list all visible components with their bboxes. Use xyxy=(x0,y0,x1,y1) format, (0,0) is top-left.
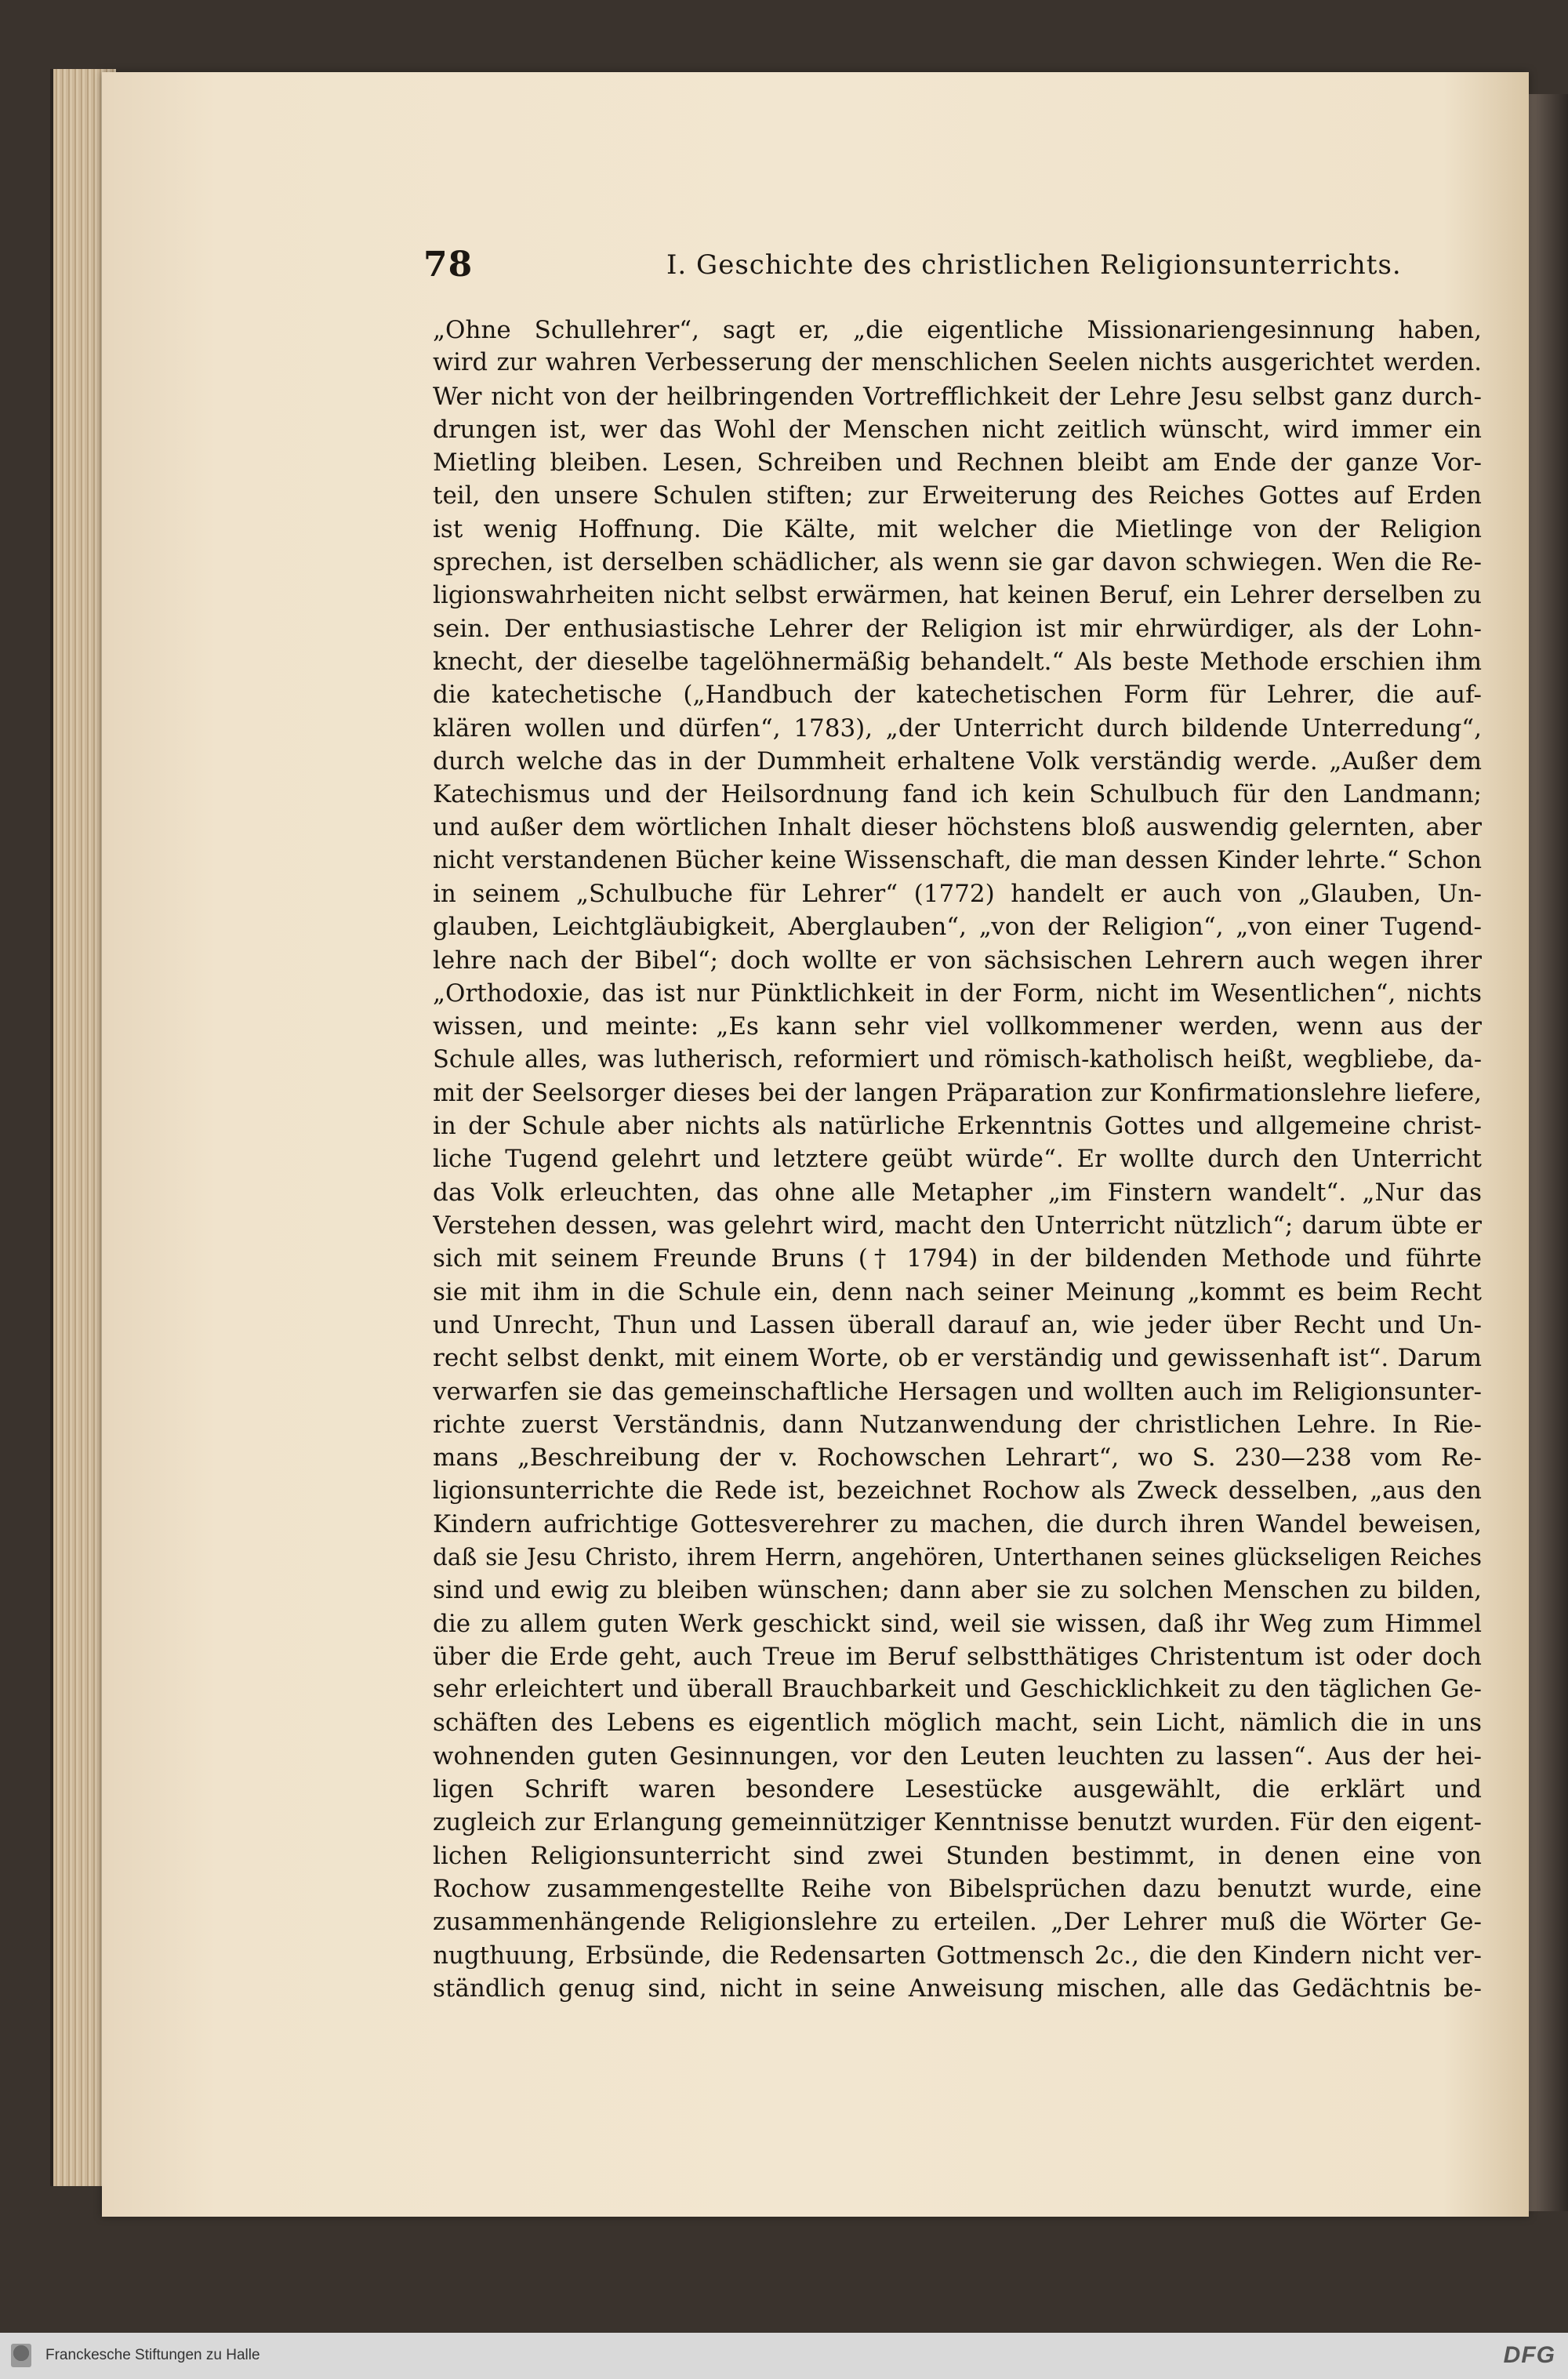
text-line: Katechismus und der Heilsordnung fand ich kein Schulbuch für den Landmann; xyxy=(433,780,1482,809)
text-line: sprechen, ist derselben schädlicher, als wenn sie gar davon schwiegen. Wen die Re- xyxy=(433,548,1482,577)
text-line: zusammenhängende Religionslehre zu erteilen. „Der Lehrer muß die Wörter Ge- xyxy=(433,1908,1482,1937)
text-line: Verstehen dessen, was gelehrt wird, macht den Unterricht nützlich“; darum übte er xyxy=(433,1211,1482,1240)
text-line: glauben, Leichtgläubigkeit, Aberglauben“, „von der Religion“, „von einer Tugend- xyxy=(433,913,1482,942)
text-line: „Ohne Schullehrer“, sagt er, „die eigentliche Missionariengesinnung haben, xyxy=(433,316,1482,344)
text-line: ligen Schrift waren besondere Lesestücke ausgewählt, die erklärt und xyxy=(433,1775,1482,1804)
text-line: drungen ist, wer das Wohl der Menschen nicht zeitlich wünscht, wird immer ein xyxy=(433,415,1482,444)
text-line: wohnenden guten Gesinnungen, vor den Leuten leuchten zu lassen“. Aus der hei- xyxy=(433,1742,1482,1771)
page-header xyxy=(423,245,1497,292)
institution-label: Franckesche Stiftungen zu Halle xyxy=(45,2347,260,2363)
binding-shadow xyxy=(1529,94,1568,2211)
text-line: ligionswahrheiten nicht selbst erwärmen, hat keinen Beruf, ein Lehrer derselben zu xyxy=(433,581,1482,610)
text-line: die zu allem guten Werk geschickt sind, weil sie wissen, daß ihr Weg zum Himmel xyxy=(433,1609,1482,1638)
text-line: ist wenig Hoffnung. Die Kälte, mit welcher die Mietlinge von der Religion xyxy=(433,514,1482,543)
text-line: verwarfen sie das gemeinschaftliche Hersagen und wollten auch im Religionsunter- xyxy=(433,1377,1482,1406)
text-line: Rochow zusammengestellte Reihe von Bibelsprüchen dazu benutzt wurde, eine xyxy=(433,1874,1482,1903)
text-line: sein. Der enthusiastische Lehrer der Religion ist mir ehrwürdiger, als der Lohn- xyxy=(433,614,1482,643)
text-line: wird zur wahren Verbesserung der menschlichen Seelen nichts ausgerichtet werden. xyxy=(433,349,1482,377)
text-line: daß sie Jesu Christo, ihrem Herrn, angehören, Unterthanen seines glückseligen Reiches xyxy=(433,1543,1482,1571)
text-line: schäften des Lebens es eigentlich möglich macht, sein Licht, nämlich die in uns xyxy=(433,1709,1482,1738)
dfg-logo: DFG xyxy=(1503,2342,1555,2368)
page-number: 78 xyxy=(423,245,474,285)
footer-bar xyxy=(0,2333,1568,2379)
text-line: Kindern aufrichtige Gottesverehrer zu machen, die durch ihren Wandel beweisen, xyxy=(433,1509,1482,1538)
text-line: in der Schule aber nichts als natürliche Erkenntnis Gottes und allgemeine christ- xyxy=(433,1112,1482,1141)
text-line: nicht verstandenen Bücher keine Wissenschaft, die man dessen Kinder lehrte.“ Schon xyxy=(433,846,1482,874)
text-line: mans „Beschreibung der v. Rochowschen Lehrart“, wo S. 230—238 vom Re- xyxy=(433,1444,1482,1473)
text-line: ligionsunterrichte die Rede ist, bezeichnet Rochow als Zweck desselben, „aus den xyxy=(433,1476,1482,1505)
text-line: ständlich genug sind, nicht in seine Anweisung mischen, alle das Gedächtnis be- xyxy=(433,1974,1482,2003)
text-line: sie mit ihm in die Schule ein, denn nach seiner Meinung „kommt es beim Recht xyxy=(433,1277,1482,1306)
text-line: Mietling bleiben. Lesen, Schreiben und Rechnen bleibt am Ende der ganze Vor- xyxy=(433,449,1482,478)
text-line: teil, den unsere Schulen stiften; zur Erweiterung des Reiches Gottes auf Erden xyxy=(433,481,1482,510)
text-line: die katechetische („Handbuch der katechetischen Form für Lehrer, die auf- xyxy=(433,681,1482,710)
text-line: lehre nach der Bibel“; doch wollte er von sächsischen Lehrern auch wegen ihrer xyxy=(433,946,1482,975)
text-line: Schule alles, was lutherisch, reformiert und römisch-katholisch heißt, wegbliebe, da- xyxy=(433,1045,1482,1073)
text-line: durch welche das in der Dummheit erhaltene Volk verständig werde. „Außer dem xyxy=(433,746,1482,775)
text-line: mit der Seelsorger dieses bei der langen Präparation zur Konfirmationslehre liefere, xyxy=(433,1078,1482,1107)
text-line: lichen Religionsunterricht sind zwei Stunden bestimmt, in denen eine von xyxy=(433,1841,1482,1870)
text-line: recht selbst denkt, mit einem Worte, ob er verständig und gewissenhaft ist“. Darum xyxy=(433,1344,1482,1373)
text-line: und Unrecht, Thun und Lassen überall darauf an, wie jeder über Recht und Un- xyxy=(433,1310,1482,1339)
text-line: das Volk erleuchten, das ohne alle Metapher „im Finstern wandelt“. „Nur das xyxy=(433,1178,1482,1207)
text-line: liche Tugend gelehrt und letztere geübt würde“. Er wollte durch den Unterricht xyxy=(433,1145,1482,1174)
text-line: Wer nicht von der heilbringenden Vortrefflichkeit der Lehre Jesu selbst ganz durch- xyxy=(433,382,1482,411)
text-line: klären wollen und dürfen“, 1783), „der Unterricht durch bildende Unterredung“, xyxy=(433,714,1482,743)
text-line: „Orthodoxie, das ist nur Pünktlichkeit in der Form, nicht im Wesentlichen“, nichts xyxy=(433,979,1482,1008)
institution-logo-icon xyxy=(11,2344,31,2367)
text-line: zugleich zur Erlangung gemeinnütziger Kenntnisse benutzt wurden. Für den eigent- xyxy=(433,1808,1482,1837)
text-line: wissen, und meinte: „Es kann sehr viel vollkommener werden, wenn aus der xyxy=(433,1012,1482,1041)
text-line: nugthuung, Erbsünde, die Redensarten Gottmensch 2c., die den Kindern nicht ver- xyxy=(433,1941,1482,1970)
text-line: in seinem „Schulbuche für Lehrer“ (1772) handelt er auch von „Glauben, Un- xyxy=(433,880,1482,909)
text-line: knecht, der dieselbe tagelöhnermäßig behandelt.“ Als beste Methode erschien ihm xyxy=(433,647,1482,676)
text-line: und außer dem wörtlichen Inhalt dieser höchstens bloß auswendig gelernten, aber xyxy=(433,813,1482,842)
text-line: sich mit seinem Freunde Bruns († 1794) in der bildenden Methode und führte xyxy=(433,1244,1482,1273)
text-line: sehr erleichtert und überall Brauchbarkeit und Geschicklichkeit zu den täglichen Ge- xyxy=(433,1676,1482,1704)
running-head: I. Geschichte des christlichen Religionsunterrichts. xyxy=(666,249,1402,281)
text-line: über die Erde geht, auch Treue im Beruf selbstthätiges Christentum ist oder doch xyxy=(433,1642,1482,1671)
text-line: sind und ewig zu bleiben wünschen; dann aber sie zu solchen Menschen zu bilden, xyxy=(433,1576,1482,1605)
body-text xyxy=(433,314,1482,2005)
text-line: richte zuerst Verständnis, dann Nutzanwendung der christlichen Lehre. In Rie- xyxy=(433,1410,1482,1439)
